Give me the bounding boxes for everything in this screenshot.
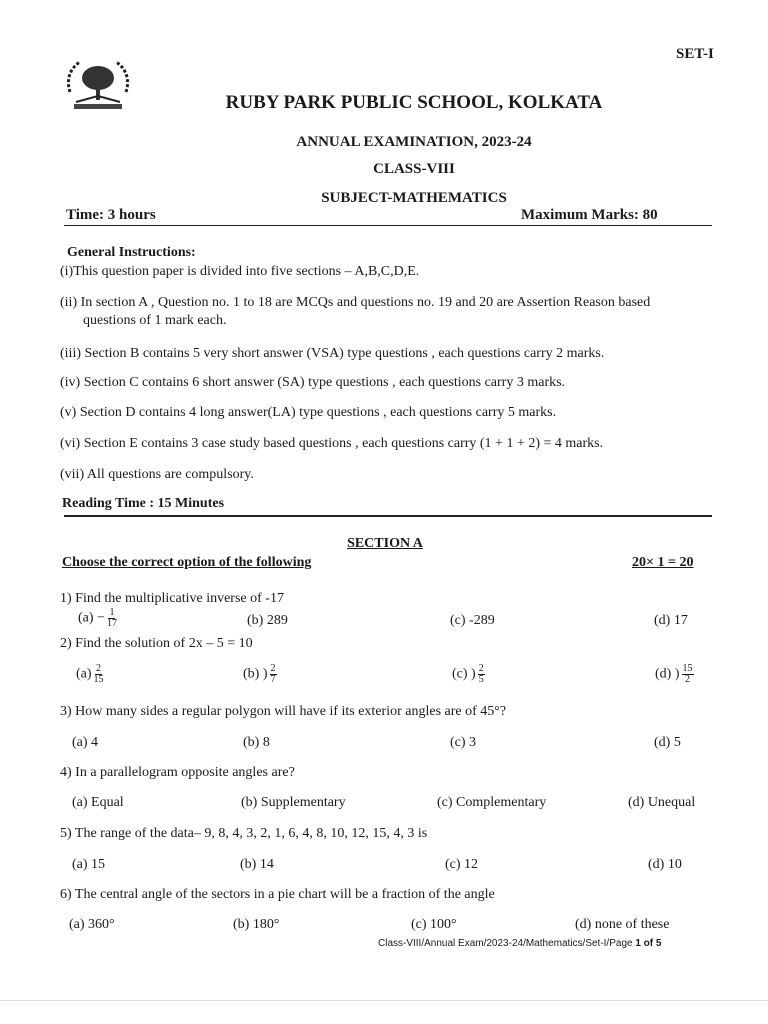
q2-option-c-fraction [478,664,485,685]
q1-option-a [78,608,117,629]
q5-option-b: (b) 14 [240,857,274,872]
instruction-3: (iii) Section B contains 5 very short answer (VSA) type questions , each questions carry 2 marks. [60,346,605,361]
page-bottom-edge [0,1000,768,1001]
q2-option-d-fraction [682,664,694,685]
instruction-7: (vii) All questions are compulsory. [60,467,254,482]
question-2: 2) Find the solution of 2x – 5 = 10 [60,636,253,651]
q3-option-a: (a) 4 [72,735,99,750]
max-marks-label: Maximum Marks: 80 [521,207,658,223]
q2-option-b-fraction [270,664,277,685]
instruction-5: (v) Section D contains 4 long answer(LA) type questions , each questions carry 5 marks. [60,405,557,420]
instruction-2-cont: questions of 1 mark each. [83,313,227,328]
page-footer [378,938,661,949]
fraction-denominator: 2 [685,674,690,685]
q2-option-d-prefix: (d) ) [655,666,680,682]
q2-option-c [452,664,485,685]
fraction-numerator: 1 [109,607,115,618]
q3-option-b: (b) 8 [243,735,270,750]
q2-option-d [655,664,694,685]
section-a-marks: 20× 1 = 20 [632,555,694,570]
question-1: 1) Find the multiplicative inverse of -17 [60,591,284,606]
section-a-title: SECTION A [347,536,423,551]
fraction-numerator: 2 [478,663,484,674]
q3-option-c: (c) 3 [450,735,477,750]
q6-option-c: (c) 100° [411,917,457,932]
fraction-numerator: 2 [96,663,102,674]
instruction-1: (i)This question paper is divided into five sections – A,B,C,D,E. [60,264,420,279]
q2-option-b [243,664,277,685]
question-4: 4) In a parallelogram opposite angles are? [60,765,295,780]
q1-option-d: (d) 17 [654,613,688,628]
q1-option-a-prefix: (a) − [78,610,105,626]
q4-option-b: (b) Supplementary [241,795,346,810]
question-6: 6) The central angle of the sectors in a pie chart will be a fraction of the angle [60,887,495,902]
fraction-numerator: 15 [682,663,693,674]
fraction-numerator: 2 [270,663,276,674]
q2-option-a [76,664,104,685]
fraction-denominator: 17 [106,618,117,629]
fraction-denominator: 15 [93,674,104,685]
q1-option-b: (b) 289 [247,613,288,628]
footer-text: Class-VIII/Annual Exam/2023-24/Mathematics/Set-I/Page [378,938,636,949]
section-a-instruction: Choose the correct option of the following [62,555,312,570]
q4-option-a: (a) Equal [72,795,124,810]
q2-option-a-fraction [94,664,104,685]
instructions-rule [64,515,712,517]
footer-page-number: 1 of 5 [635,938,662,949]
class-title: CLASS-VIII [373,161,455,177]
reading-time: Reading Time : 15 Minutes [62,496,225,511]
subject-title: SUBJECT-MATHEMATICS [321,190,507,206]
question-3: 3) How many sides a regular polygon will have if its exterior angles are of 45°? [60,704,507,719]
q5-option-c: (c) 12 [445,857,479,872]
instruction-4: (iv) Section C contains 6 short answer (SA) type questions , each questions carry 3 marks. [60,375,566,390]
fraction-denominator: 7 [270,674,276,685]
instruction-6: (vi) Section E contains 3 case study based questions , each questions carry (1 + 1 + 2) = 4 marks. [60,436,604,451]
school-name: RUBY PARK PUBLIC SCHOOL, KOLKATA [225,92,603,113]
q6-option-d: (d) none of these [575,917,670,932]
q4-option-c: (c) Complementary [437,795,547,810]
q4-option-d: (d) Unequal [628,795,696,810]
set-label: SET-I [676,46,714,62]
time-label: Time: 3 hours [66,207,156,223]
q2-option-b-prefix: (b) ) [243,666,268,682]
q6-option-b: (b) 180° [233,917,280,932]
q5-option-d: (d) 10 [648,857,682,872]
exam-title: ANNUAL EXAMINATION, 2023-24 [296,134,532,150]
instruction-2: (ii) In section A , Question no. 1 to 18 are MCQs and questions no. 19 and 20 are Assertion Reason based [60,295,651,310]
fraction-denominator: 5 [478,674,484,685]
q5-option-a: (a) 15 [72,857,106,872]
q6-option-a: (a) 360° [69,917,115,932]
q3-option-d: (d) 5 [654,735,681,750]
q1-option-c: (c) -289 [450,613,495,628]
q2-option-c-prefix: (c) ) [452,666,476,682]
header-rule [64,225,712,226]
question-5: 5) The range of the data– 9, 8, 4, 3, 2, 1, 6, 4, 8, 10, 12, 15, 4, 3 is [60,826,428,841]
instructions-heading: General Instructions: [67,245,196,260]
q1-option-a-fraction [107,608,117,629]
q2-option-a-prefix: (a) [76,666,92,682]
